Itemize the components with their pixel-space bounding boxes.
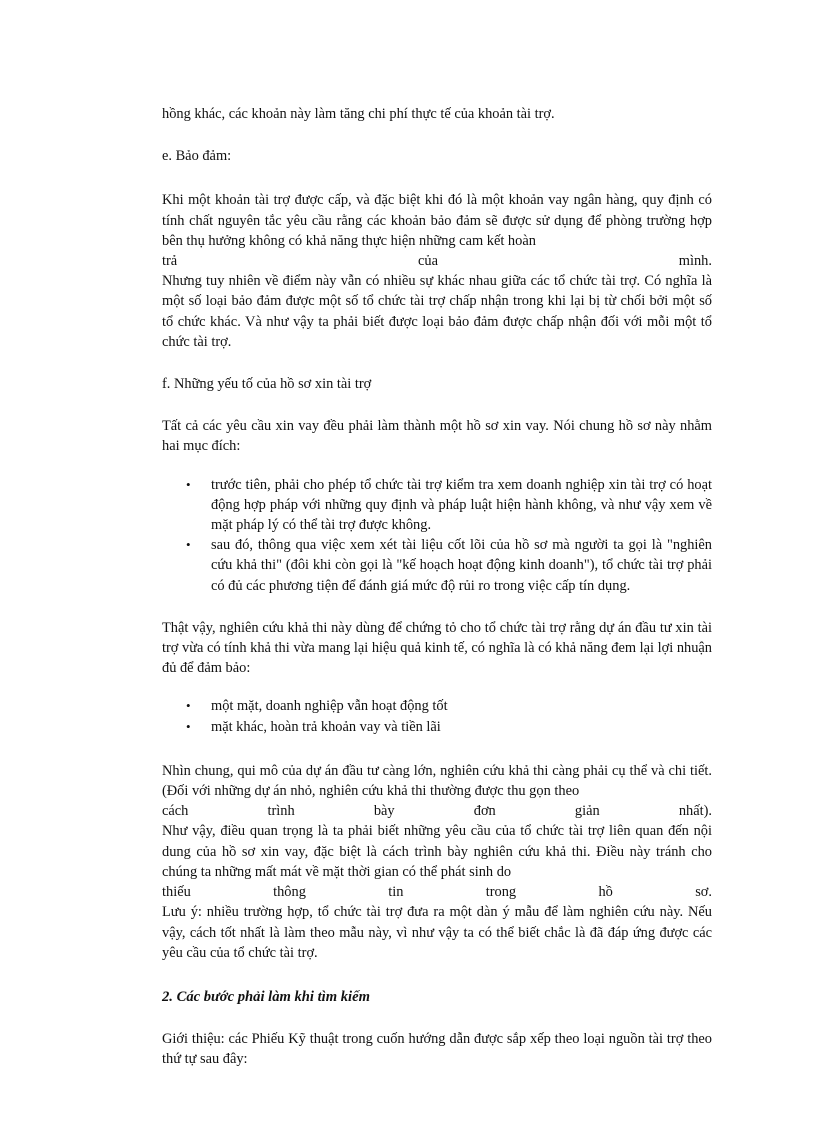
word: mình. bbox=[678, 253, 712, 270]
word: trong bbox=[485, 884, 517, 901]
section-e-justified-line bbox=[162, 251, 712, 271]
word: của bbox=[418, 253, 438, 270]
word: tin bbox=[388, 884, 404, 901]
scale-paragraph-b: Như vậy, điều quan trọng là ta phải biết những yêu cầu của tổ chức tài trợ liên quan đến nội dung của hồ sơ xin vay, đặc biệt là cách trình bày nghiên cứu khả thi. Điều này tránh cho chúng ta những mất mát về mặt thời gian có thể phát sinh do bbox=[162, 823, 712, 880]
section-e-paragraph-a: Khi một khoản tài trợ được cấp, và đặc biệt khi đó là một khoản vay ngân hàng, quy định có tính chất nguyên tắc yêu cầu rằng các khoản bảo đảm sẽ được sử dụng để phòng trường hợp bên thụ hưởng không có khả năng thực hiện những cam kết hoàn bbox=[162, 192, 712, 249]
word: trình bbox=[267, 803, 295, 820]
word: thiếu bbox=[162, 884, 191, 901]
list-item-text: sau đó, thông qua việc xem xét tài liệu cốt lõi của hồ sơ mà người ta gọi là "nghiên cứu khả thi" (đôi khi còn gọi là "kế hoạch hoạt động kinh doanh"), tổ chức tài trợ phải có đủ các phương tiện để đánh giá mức độ rủi ro trong việc cấp tín dụng. bbox=[211, 537, 712, 594]
scale-justified-line bbox=[162, 801, 712, 821]
list-item-text: một mặt, doanh nghiệp vẫn hoạt động tốt bbox=[211, 698, 448, 715]
section-e-title: e. Bảo đảm: bbox=[162, 148, 232, 165]
intro-paragraph: Giới thiệu: các Phiếu Kỹ thuật trong cuốn hướng dẫn được sắp xếp theo loại nguồn tài trợ theo thứ tự sau đây: bbox=[162, 1031, 712, 1068]
word: trả bbox=[162, 253, 178, 270]
list-item bbox=[162, 535, 712, 596]
bullet-icon: • bbox=[186, 718, 191, 734]
list-item bbox=[162, 475, 712, 536]
section-f-paragraph: Tất cả các yêu cầu xin vay đều phải làm thành một hồ sơ xin vay. Nói chung hồ sơ này nhằm hai mục đích: bbox=[162, 418, 712, 455]
word: đơn bbox=[473, 803, 496, 820]
list-item-text: mặt khác, hoàn trả khoản vay và tiền lãi bbox=[211, 718, 441, 735]
word: nhất). bbox=[678, 803, 712, 820]
feasibility-paragraph: Thật vậy, nghiên cứu khả thi này dùng để chứng tỏ cho tổ chức tài trợ rằng dự án đầu tư xin tài trợ vừa có tính khả thi vừa mang lại hiệu quả kinh tế, có nghĩa là có khả năng đem lại lợi nhuận đủ để đảm bảo: bbox=[162, 619, 712, 677]
bullet-icon: • bbox=[186, 698, 191, 714]
scale-paragraph-a: Nhìn chung, qui mô của dự án đầu tư càng lớn, nghiên cứu khả thi càng phải cụ thể và chi tiết. (Đối với những dự án nhỏ, nghiên cứu khả thi thường được thu gọn theo bbox=[162, 762, 712, 800]
paragraph-continuation: hồng khác, các khoản này làm tăng chi phí thực tế của khoản tài trợ. bbox=[162, 106, 555, 122]
word: giản bbox=[574, 803, 600, 820]
section-f-title: f. Những yếu tố của hồ sơ xin tài trợ bbox=[162, 376, 372, 393]
word: bày bbox=[373, 803, 395, 820]
list-item bbox=[162, 696, 712, 716]
bullet-icon: • bbox=[186, 537, 191, 553]
section-2-heading: 2. Các bước phải làm khi tìm kiếm bbox=[162, 988, 370, 1005]
bullet-icon: • bbox=[186, 476, 191, 492]
section-e-paragraph-b: Nhưng tuy nhiên về điểm này vẫn có nhiều sự khác nhau giữa các tổ chức tài trợ. Có nghĩa là một số loại bảo đảm được một số tổ chức tài trợ chấp nhận trong khi lại bị từ chối bởi một số tổ chức khác. Và như vậy ta phải biết được loại bảo đảm được chấp nhận đối với mỗi một tổ chức tài trợ. bbox=[162, 273, 712, 350]
purpose-list bbox=[162, 475, 712, 596]
list-item-text: trước tiên, phải cho phép tổ chức tài trợ kiểm tra xem doanh nghiệp xin tài trợ có hoạt động hợp pháp với những quy định và pháp luật hiện hành không, và như vậy xem về mặt pháp lý có thể tài trợ được không. bbox=[211, 476, 712, 534]
word: hồ bbox=[598, 884, 613, 901]
document-page bbox=[162, 104, 712, 1070]
word: sơ. bbox=[695, 884, 712, 901]
scale-justified-line-2 bbox=[162, 882, 712, 902]
word: cách bbox=[162, 803, 189, 820]
guarantee-list bbox=[162, 696, 712, 736]
list-item bbox=[162, 717, 712, 737]
word: thông bbox=[273, 884, 306, 901]
note-paragraph: Lưu ý: nhiều trường hợp, tổ chức tài trợ đưa ra một dàn ý mẫu để làm nghiên cứu này. Nếu vậy, cách tốt nhất là làm theo mẫu này, vì như vậy ta có thể biết chắc là đã đáp ứng được các yêu cầu của tổ chức tài trợ. bbox=[162, 904, 712, 961]
